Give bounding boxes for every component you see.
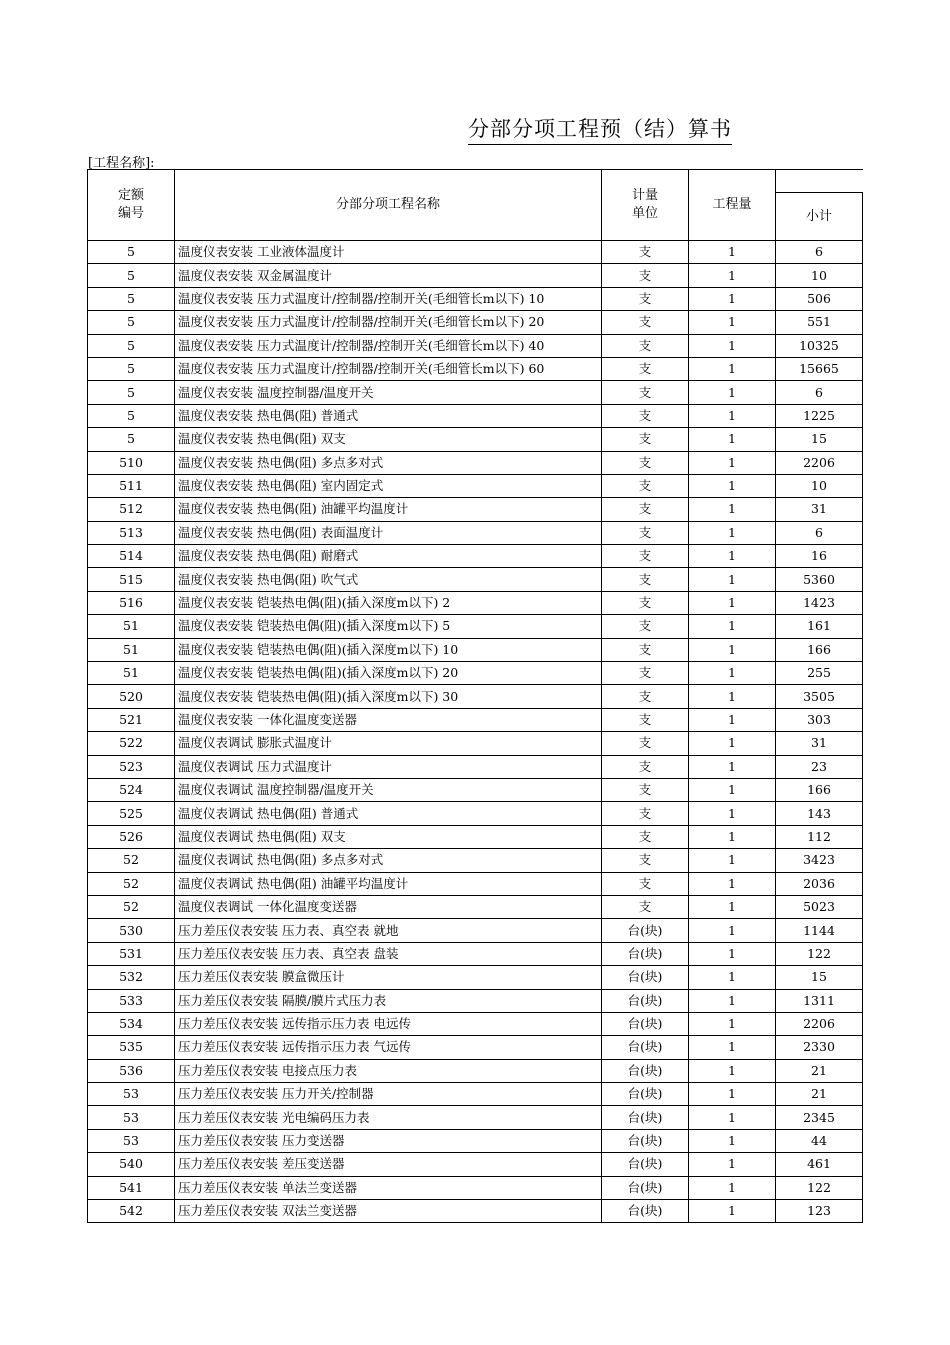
row-unit: 台(块) bbox=[602, 1012, 689, 1035]
row-name: 温度仪表安装 热电偶(阻) 吹气式 bbox=[175, 568, 602, 591]
table-row bbox=[88, 568, 863, 591]
row-code: 51 bbox=[88, 638, 175, 661]
row-qty: 1 bbox=[689, 662, 776, 685]
row-qty: 1 bbox=[689, 615, 776, 638]
row-code: 5 bbox=[88, 357, 175, 380]
table-row bbox=[88, 357, 863, 380]
row-unit: 支 bbox=[602, 264, 689, 287]
table-row bbox=[88, 966, 863, 989]
row-name: 温度仪表安装 压力式温度计/控制器/控制开关(毛细管长m以下) 60 bbox=[175, 357, 602, 380]
table-row bbox=[88, 404, 863, 427]
table-row bbox=[88, 1059, 863, 1082]
row-qty: 1 bbox=[689, 1106, 776, 1129]
row-subtotal: 166 bbox=[776, 778, 863, 801]
row-subtotal: 1144 bbox=[776, 919, 863, 942]
row-qty: 1 bbox=[689, 1200, 776, 1223]
row-unit: 支 bbox=[602, 241, 689, 264]
row-qty: 1 bbox=[689, 1036, 776, 1059]
row-name: 温度仪表调试 热电偶(阻) 双支 bbox=[175, 825, 602, 848]
row-subtotal: 6 bbox=[776, 521, 863, 544]
row-code: 524 bbox=[88, 778, 175, 801]
row-unit: 支 bbox=[602, 474, 689, 497]
row-subtotal: 1423 bbox=[776, 591, 863, 614]
row-qty: 1 bbox=[689, 591, 776, 614]
row-unit: 支 bbox=[602, 849, 689, 872]
row-subtotal: 6 bbox=[776, 381, 863, 404]
row-subtotal: 21 bbox=[776, 1059, 863, 1082]
row-code: 5 bbox=[88, 381, 175, 404]
row-name: 压力差压仪表安装 膜盒微压计 bbox=[175, 966, 602, 989]
row-unit: 支 bbox=[602, 662, 689, 685]
row-unit: 支 bbox=[602, 381, 689, 404]
table-row bbox=[88, 942, 863, 965]
row-qty: 1 bbox=[689, 404, 776, 427]
row-qty: 1 bbox=[689, 521, 776, 544]
row-name: 温度仪表安装 热电偶(阻) 室内固定式 bbox=[175, 474, 602, 497]
table-row bbox=[88, 755, 863, 778]
row-unit: 台(块) bbox=[602, 1083, 689, 1106]
row-code: 540 bbox=[88, 1153, 175, 1176]
table-row bbox=[88, 662, 863, 685]
project-name-label: [工程名称]: bbox=[88, 156, 155, 171]
row-subtotal: 1225 bbox=[776, 404, 863, 427]
row-qty: 1 bbox=[689, 357, 776, 380]
row-subtotal: 16 bbox=[776, 545, 863, 568]
row-name: 压力差压仪表安装 压力开关/控制器 bbox=[175, 1083, 602, 1106]
row-unit: 支 bbox=[602, 311, 689, 334]
row-name: 温度仪表调试 热电偶(阻) 多点多对式 bbox=[175, 849, 602, 872]
row-name: 压力差压仪表安装 电接点压力表 bbox=[175, 1059, 602, 1082]
row-subtotal: 122 bbox=[776, 942, 863, 965]
row-subtotal: 2206 bbox=[776, 1012, 863, 1035]
row-unit: 台(块) bbox=[602, 1176, 689, 1199]
row-subtotal: 3423 bbox=[776, 849, 863, 872]
row-code: 516 bbox=[88, 591, 175, 614]
row-unit: 支 bbox=[602, 755, 689, 778]
row-unit: 支 bbox=[602, 732, 689, 755]
row-qty: 1 bbox=[689, 381, 776, 404]
row-name: 温度仪表安装 铠装热电偶(阻)(插入深度m以下) 10 bbox=[175, 638, 602, 661]
table-row bbox=[88, 381, 863, 404]
row-name: 温度仪表安装 压力式温度计/控制器/控制开关(毛细管长m以下) 20 bbox=[175, 311, 602, 334]
row-subtotal: 23 bbox=[776, 755, 863, 778]
row-name: 温度仪表安装 热电偶(阻) 多点多对式 bbox=[175, 451, 602, 474]
row-qty: 1 bbox=[689, 545, 776, 568]
table-body bbox=[88, 241, 863, 1223]
row-name: 压力差压仪表安装 压力表、真空表 盘装 bbox=[175, 942, 602, 965]
row-code: 523 bbox=[88, 755, 175, 778]
row-code: 5 bbox=[88, 428, 175, 451]
row-qty: 1 bbox=[689, 895, 776, 918]
table-row bbox=[88, 872, 863, 895]
row-subtotal: 15 bbox=[776, 428, 863, 451]
row-name: 温度仪表安装 铠装热电偶(阻)(插入深度m以下) 5 bbox=[175, 615, 602, 638]
row-unit: 支 bbox=[602, 404, 689, 427]
row-code: 514 bbox=[88, 545, 175, 568]
table-row bbox=[88, 708, 863, 731]
row-name: 温度仪表调试 一体化温度变送器 bbox=[175, 895, 602, 918]
row-qty: 1 bbox=[689, 919, 776, 942]
table-row bbox=[88, 989, 863, 1012]
row-unit: 支 bbox=[602, 708, 689, 731]
row-qty: 1 bbox=[689, 264, 776, 287]
row-name: 压力差压仪表安装 远传指示压力表 电远传 bbox=[175, 1012, 602, 1035]
row-unit: 支 bbox=[602, 498, 689, 521]
table-row bbox=[88, 825, 863, 848]
row-qty: 1 bbox=[689, 474, 776, 497]
table-row bbox=[88, 919, 863, 942]
row-name: 温度仪表安装 温度控制器/温度开关 bbox=[175, 381, 602, 404]
row-qty: 1 bbox=[689, 802, 776, 825]
row-unit: 支 bbox=[602, 521, 689, 544]
table-row bbox=[88, 545, 863, 568]
table-row bbox=[88, 451, 863, 474]
row-code: 53 bbox=[88, 1106, 175, 1129]
row-qty: 1 bbox=[689, 778, 776, 801]
row-unit: 台(块) bbox=[602, 1153, 689, 1176]
table-row bbox=[88, 1129, 863, 1152]
table-row bbox=[88, 1083, 863, 1106]
table-row bbox=[88, 615, 863, 638]
table-row bbox=[88, 428, 863, 451]
table-row bbox=[88, 685, 863, 708]
row-name: 压力差压仪表安装 差压变送器 bbox=[175, 1153, 602, 1176]
row-unit: 台(块) bbox=[602, 1036, 689, 1059]
row-subtotal: 461 bbox=[776, 1153, 863, 1176]
row-name: 温度仪表安装 热电偶(阻) 双支 bbox=[175, 428, 602, 451]
row-subtotal: 10 bbox=[776, 264, 863, 287]
row-name: 温度仪表调试 压力式温度计 bbox=[175, 755, 602, 778]
row-code: 513 bbox=[88, 521, 175, 544]
row-qty: 1 bbox=[689, 241, 776, 264]
row-subtotal: 166 bbox=[776, 638, 863, 661]
row-qty: 1 bbox=[689, 334, 776, 357]
row-name: 温度仪表安装 热电偶(阻) 耐磨式 bbox=[175, 545, 602, 568]
row-code: 52 bbox=[88, 895, 175, 918]
row-unit: 台(块) bbox=[602, 942, 689, 965]
row-code: 510 bbox=[88, 451, 175, 474]
row-name: 压力差压仪表安装 双法兰变送器 bbox=[175, 1200, 602, 1223]
row-code: 5 bbox=[88, 287, 175, 310]
row-code: 512 bbox=[88, 498, 175, 521]
row-name: 压力差压仪表安装 光电编码压力表 bbox=[175, 1106, 602, 1129]
table-row bbox=[88, 1176, 863, 1199]
row-subtotal: 2330 bbox=[776, 1036, 863, 1059]
table-row bbox=[88, 1012, 863, 1035]
row-code: 534 bbox=[88, 1012, 175, 1035]
row-name: 温度仪表调试 热电偶(阻) 普通式 bbox=[175, 802, 602, 825]
row-subtotal: 15665 bbox=[776, 357, 863, 380]
row-qty: 1 bbox=[689, 849, 776, 872]
row-qty: 1 bbox=[689, 755, 776, 778]
row-qty: 1 bbox=[689, 287, 776, 310]
row-code: 532 bbox=[88, 966, 175, 989]
row-unit: 台(块) bbox=[602, 1106, 689, 1129]
table-row bbox=[88, 638, 863, 661]
row-name: 温度仪表安装 双金属温度计 bbox=[175, 264, 602, 287]
row-unit: 支 bbox=[602, 615, 689, 638]
row-qty: 1 bbox=[689, 942, 776, 965]
row-subtotal: 143 bbox=[776, 802, 863, 825]
header-unit: 计量 单位 bbox=[602, 170, 689, 241]
row-unit: 支 bbox=[602, 591, 689, 614]
row-qty: 1 bbox=[689, 638, 776, 661]
row-name: 温度仪表安装 铠装热电偶(阻)(插入深度m以下) 20 bbox=[175, 662, 602, 685]
row-qty: 1 bbox=[689, 1012, 776, 1035]
row-subtotal: 31 bbox=[776, 732, 863, 755]
row-qty: 1 bbox=[689, 1129, 776, 1152]
row-code: 53 bbox=[88, 1129, 175, 1152]
row-code: 521 bbox=[88, 708, 175, 731]
row-qty: 1 bbox=[689, 732, 776, 755]
row-unit: 台(块) bbox=[602, 989, 689, 1012]
page-title: 分部分项工程预（结）算书 bbox=[468, 113, 732, 145]
row-subtotal: 6 bbox=[776, 241, 863, 264]
row-name: 压力差压仪表安装 隔膜/膜片式压力表 bbox=[175, 989, 602, 1012]
row-qty: 1 bbox=[689, 568, 776, 591]
row-name: 温度仪表安装 工业液体温度计 bbox=[175, 241, 602, 264]
row-code: 525 bbox=[88, 802, 175, 825]
row-subtotal: 1311 bbox=[776, 989, 863, 1012]
row-name: 温度仪表调试 温度控制器/温度开关 bbox=[175, 778, 602, 801]
row-name: 温度仪表安装 一体化温度变送器 bbox=[175, 708, 602, 731]
row-code: 520 bbox=[88, 685, 175, 708]
row-code: 522 bbox=[88, 732, 175, 755]
table-row bbox=[88, 264, 863, 287]
row-unit: 台(块) bbox=[602, 1200, 689, 1223]
table-row bbox=[88, 311, 863, 334]
row-qty: 1 bbox=[689, 825, 776, 848]
row-unit: 支 bbox=[602, 451, 689, 474]
table-row bbox=[88, 802, 863, 825]
row-unit: 支 bbox=[602, 872, 689, 895]
row-name: 温度仪表安装 铠装热电偶(阻)(插入深度m以下) 2 bbox=[175, 591, 602, 614]
row-code: 52 bbox=[88, 872, 175, 895]
row-code: 52 bbox=[88, 849, 175, 872]
row-subtotal: 506 bbox=[776, 287, 863, 310]
row-name: 压力差压仪表安装 远传指示压力表 气远传 bbox=[175, 1036, 602, 1059]
row-code: 5 bbox=[88, 334, 175, 357]
row-subtotal: 112 bbox=[776, 825, 863, 848]
row-code: 5 bbox=[88, 264, 175, 287]
row-subtotal: 123 bbox=[776, 1200, 863, 1223]
row-code: 511 bbox=[88, 474, 175, 497]
row-name: 温度仪表安装 铠装热电偶(阻)(插入深度m以下) 30 bbox=[175, 685, 602, 708]
row-subtotal: 5023 bbox=[776, 895, 863, 918]
row-name: 温度仪表调试 膨胀式温度计 bbox=[175, 732, 602, 755]
table-row bbox=[88, 241, 863, 264]
row-code: 535 bbox=[88, 1036, 175, 1059]
row-unit: 支 bbox=[602, 802, 689, 825]
row-qty: 1 bbox=[689, 1176, 776, 1199]
row-code: 5 bbox=[88, 241, 175, 264]
table-row bbox=[88, 778, 863, 801]
row-qty: 1 bbox=[689, 685, 776, 708]
row-subtotal: 2206 bbox=[776, 451, 863, 474]
row-name: 压力差压仪表安装 压力表、真空表 就地 bbox=[175, 919, 602, 942]
table-row bbox=[88, 521, 863, 544]
row-name: 温度仪表安装 热电偶(阻) 油罐平均温度计 bbox=[175, 498, 602, 521]
row-qty: 1 bbox=[689, 966, 776, 989]
row-code: 533 bbox=[88, 989, 175, 1012]
table-row bbox=[88, 1106, 863, 1129]
row-subtotal: 5360 bbox=[776, 568, 863, 591]
row-name: 温度仪表安装 压力式温度计/控制器/控制开关(毛细管长m以下) 40 bbox=[175, 334, 602, 357]
row-subtotal: 3505 bbox=[776, 685, 863, 708]
row-code: 5 bbox=[88, 404, 175, 427]
row-unit: 台(块) bbox=[602, 966, 689, 989]
header-code: 定额 编号 bbox=[88, 170, 175, 241]
row-code: 536 bbox=[88, 1059, 175, 1082]
row-unit: 支 bbox=[602, 825, 689, 848]
row-name: 温度仪表调试 热电偶(阻) 油罐平均温度计 bbox=[175, 872, 602, 895]
header-subtotal: 小计 bbox=[776, 193, 863, 241]
row-unit: 台(块) bbox=[602, 919, 689, 942]
row-qty: 1 bbox=[689, 1153, 776, 1176]
row-unit: 支 bbox=[602, 357, 689, 380]
row-qty: 1 bbox=[689, 311, 776, 334]
row-qty: 1 bbox=[689, 1083, 776, 1106]
row-code: 53 bbox=[88, 1083, 175, 1106]
row-unit: 支 bbox=[602, 287, 689, 310]
row-subtotal: 303 bbox=[776, 708, 863, 731]
row-code: 515 bbox=[88, 568, 175, 591]
row-unit: 台(块) bbox=[602, 1059, 689, 1082]
row-subtotal: 2345 bbox=[776, 1106, 863, 1129]
table-row bbox=[88, 591, 863, 614]
row-name: 温度仪表安装 热电偶(阻) 表面温度计 bbox=[175, 521, 602, 544]
row-qty: 1 bbox=[689, 451, 776, 474]
row-unit: 支 bbox=[602, 334, 689, 357]
row-name: 压力差压仪表安装 单法兰变送器 bbox=[175, 1176, 602, 1199]
row-code: 5 bbox=[88, 311, 175, 334]
row-unit: 支 bbox=[602, 568, 689, 591]
row-code: 542 bbox=[88, 1200, 175, 1223]
row-unit: 支 bbox=[602, 428, 689, 451]
row-subtotal: 122 bbox=[776, 1176, 863, 1199]
row-code: 531 bbox=[88, 942, 175, 965]
row-subtotal: 255 bbox=[776, 662, 863, 685]
estimate-table bbox=[87, 169, 863, 1223]
row-subtotal: 10 bbox=[776, 474, 863, 497]
header-name: 分部分项工程名称 bbox=[175, 170, 602, 241]
row-subtotal: 161 bbox=[776, 615, 863, 638]
row-subtotal: 15 bbox=[776, 966, 863, 989]
row-subtotal: 10325 bbox=[776, 334, 863, 357]
row-qty: 1 bbox=[689, 989, 776, 1012]
table-row bbox=[88, 849, 863, 872]
row-subtotal: 2036 bbox=[776, 872, 863, 895]
row-subtotal: 44 bbox=[776, 1129, 863, 1152]
table-row bbox=[88, 498, 863, 521]
table-row bbox=[88, 732, 863, 755]
row-code: 530 bbox=[88, 919, 175, 942]
row-subtotal: 21 bbox=[776, 1083, 863, 1106]
row-qty: 1 bbox=[689, 428, 776, 451]
row-code: 51 bbox=[88, 662, 175, 685]
row-unit: 支 bbox=[602, 638, 689, 661]
table-row bbox=[88, 1153, 863, 1176]
table-row bbox=[88, 895, 863, 918]
row-name: 温度仪表安装 压力式温度计/控制器/控制开关(毛细管长m以下) 10 bbox=[175, 287, 602, 310]
row-qty: 1 bbox=[689, 872, 776, 895]
row-subtotal: 551 bbox=[776, 311, 863, 334]
row-subtotal: 31 bbox=[776, 498, 863, 521]
row-code: 51 bbox=[88, 615, 175, 638]
table-row bbox=[88, 474, 863, 497]
table-row bbox=[88, 1200, 863, 1223]
header-group-blank bbox=[776, 170, 863, 193]
row-qty: 1 bbox=[689, 1059, 776, 1082]
table-row bbox=[88, 1036, 863, 1059]
row-qty: 1 bbox=[689, 708, 776, 731]
header-qty: 工程量 bbox=[689, 170, 776, 241]
row-code: 526 bbox=[88, 825, 175, 848]
row-qty: 1 bbox=[689, 498, 776, 521]
row-code: 541 bbox=[88, 1176, 175, 1199]
row-unit: 支 bbox=[602, 778, 689, 801]
table-row bbox=[88, 287, 863, 310]
table-row bbox=[88, 334, 863, 357]
row-name: 压力差压仪表安装 压力变送器 bbox=[175, 1129, 602, 1152]
row-unit: 支 bbox=[602, 545, 689, 568]
row-unit: 支 bbox=[602, 895, 689, 918]
row-name: 温度仪表安装 热电偶(阻) 普通式 bbox=[175, 404, 602, 427]
row-unit: 台(块) bbox=[602, 1129, 689, 1152]
row-unit: 支 bbox=[602, 685, 689, 708]
